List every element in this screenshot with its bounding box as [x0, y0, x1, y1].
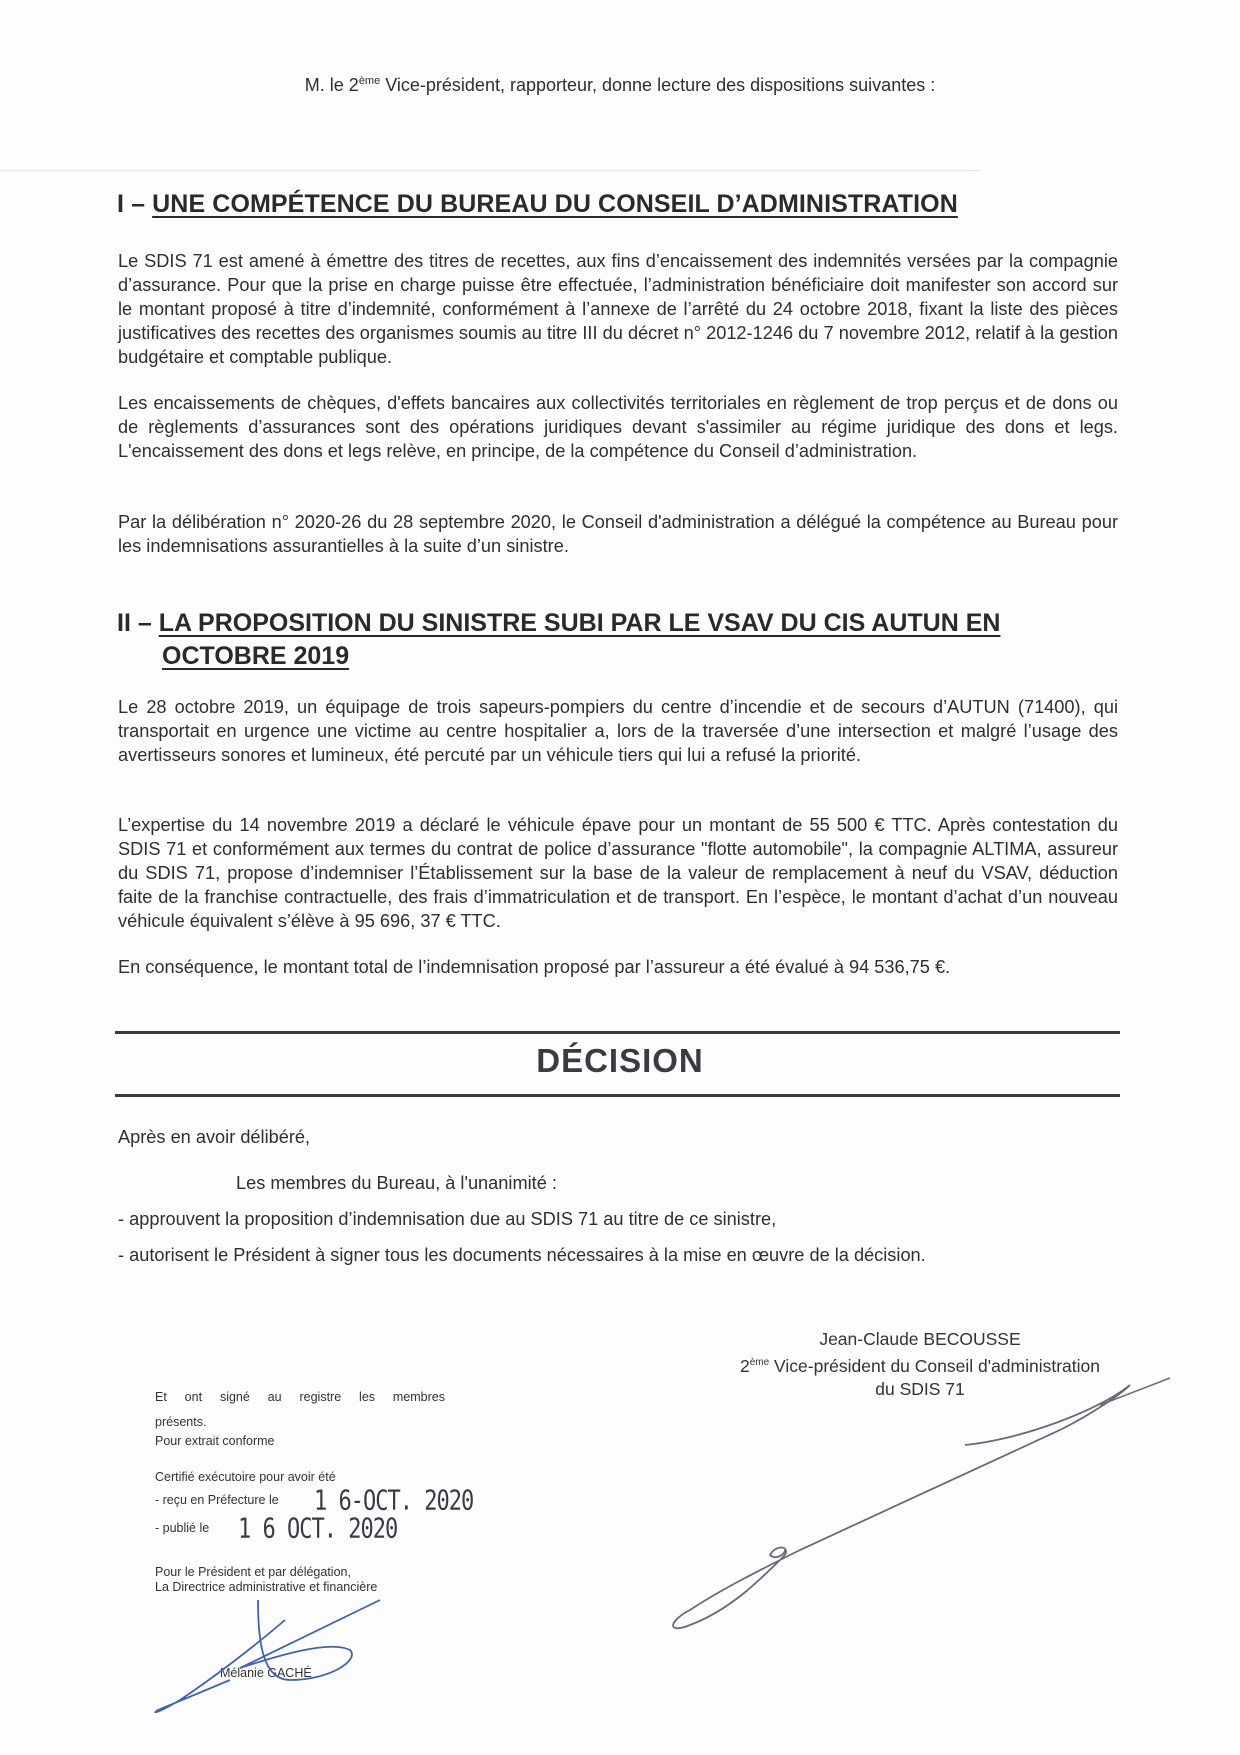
extrait-conforme: Pour extrait conforme: [155, 1434, 275, 1448]
decision-preamble: Après en avoir délibéré,: [118, 1127, 311, 1147]
directrice-name: Mélanie GACHÉ: [220, 1666, 312, 1680]
section2-title-line1: LA PROPOSITION DU SINISTRE SUBI PAR LE VSAV DU CIS AUTUN EN: [158, 609, 1001, 637]
vice-president-signature: [673, 1385, 1130, 1628]
decision-rule-bottom: [115, 1094, 1120, 1097]
section2-heading: [117, 607, 1137, 673]
section2-paragraph: Le 28 octobre 2019, un équipage de trois sapeurs-pompiers du centre d’incendie et de secours d’AUTUN (71400), qui transportait en urgence une victime au centre hospitalier a, lors de la traversée d’une intersection et malgré l’usage des avertisseurs sonores et lumineux, été percuté par un véhicule tiers qui lui a refusé la priorité.: [118, 697, 1118, 765]
intro-sup: ème: [358, 75, 381, 87]
publie-stamp: 1 6 OCT. 2020: [238, 1513, 398, 1546]
intro-line: [0, 75, 1240, 96]
decision-rule-top: [115, 1031, 1120, 1034]
role-sup: ème: [749, 1357, 770, 1368]
directrice-title: La Directrice administrative et financière: [155, 1580, 378, 1594]
section2-paragraph: L’expertise du 14 novembre 2019 a déclaré le véhicule épave pour un montant de 55 500 € TTC. Après contestation du SDIS 71 et conformément aux termes du contrat de police d’assurance "flotte automobile", la compagnie ALTIMA, assureur du SDIS 71, propose d’indemniser l’Établissement sur la base de la valeur de remplacement à neuf du VSAV, déduction faite de la franchise contractuelle, des frais d’immatriculation et de transport. En l’espèce, le montant d’achat d’un nouveau véhicule équivalent s’élève à 95 696, 37 € TTC.: [118, 815, 1118, 931]
publie-label: - publié le: [155, 1521, 210, 1535]
decision-members: Les membres du Bureau, à l'unanimité :: [236, 1173, 557, 1193]
section2-number: II –: [117, 609, 159, 637]
section1-heading: [117, 190, 958, 219]
section1-title: UNE COMPÉTENCE DU BUREAU DU CONSEIL D’ADMINISTRATION: [152, 190, 958, 218]
section2-title-line2: OCTOBRE 2019: [162, 642, 350, 670]
section1-number: I –: [117, 190, 153, 218]
intro-prefix: M. le 2: [304, 75, 359, 95]
role-suffix: Vice-président du Conseil d'administration: [769, 1355, 1101, 1376]
role-prefix: 2: [739, 1355, 750, 1376]
recu-prefecture-stamp: 1 6-OCT. 2020: [314, 1485, 474, 1518]
section1-paragraph: Les encaissements de chèques, d'effets bancaires aux collectivités territoriales en règlement de trop perçus et de dons ou de règlements d’assurances sont des opérations juridiques devant s'assimiler au régime juridique des dons et legs. L'encaissement des dons et legs relève, en principe, de la compétence du Conseil d’administration.: [118, 393, 1118, 461]
section2-paragraph: En conséquence, le montant total de l’indemnisation proposé par l’assureur a été évalué à 94 536,75 €.: [118, 957, 951, 977]
intro-suffix: Vice-président, rapporteur, donne lecture des dispositions suivantes :: [380, 75, 936, 95]
registre-text: Et ont signé au registre les membres: [155, 1390, 445, 1404]
decision-item: - autorisent le Président à signer tous les documents nécessaires à la mise en œuvre de la décision.: [118, 1245, 926, 1265]
certifie-executoire: Certifié exécutoire pour avoir été: [155, 1470, 336, 1484]
directrice-signature: [155, 1600, 380, 1712]
delegation-text: Pour le Président et par délégation,: [155, 1565, 351, 1579]
signatory-block: [680, 1328, 1160, 1401]
registre-text-cont: présents.: [155, 1415, 207, 1429]
decision-item: - approuvent la proposition d’indemnisation due au SDIS 71 au titre de ce sinistre,: [118, 1209, 777, 1229]
decision-title: DÉCISION: [536, 1042, 704, 1079]
scan-fold-line: [0, 170, 980, 171]
recu-prefecture-label: - reçu en Préfecture le: [155, 1493, 279, 1507]
signatory-name: Jean-Claude BECOUSSE: [819, 1329, 1021, 1349]
signatory-role: [680, 1351, 1160, 1378]
section1-paragraph: Le SDIS 71 est amené à émettre des titres de recettes, aux fins d’encaissement des indemnités versées par la compagnie d’assurance. Pour que la prise en charge puisse être effectuée, l’administration bénéficiaire doit manifester son accord sur le montant proposé à titre d’indemnité, conformément à l’annexe de l’arrêté du 24 octobre 2018, fixant la liste des pièces justificatives des recettes des organismes soumis au titre III du décret n° 2012-1246 du 7 novembre 2012, relatif à la gestion budgétaire et comptable publique.: [118, 251, 1118, 367]
section1-paragraph: Par la délibération n° 2020-26 du 28 septembre 2020, le Conseil d'administration a délégué la compétence au Bureau pour les indemnisations assurantielles à la suite d’un sinistre.: [118, 512, 1118, 556]
signatory-org: du SDIS 71: [875, 1378, 965, 1399]
